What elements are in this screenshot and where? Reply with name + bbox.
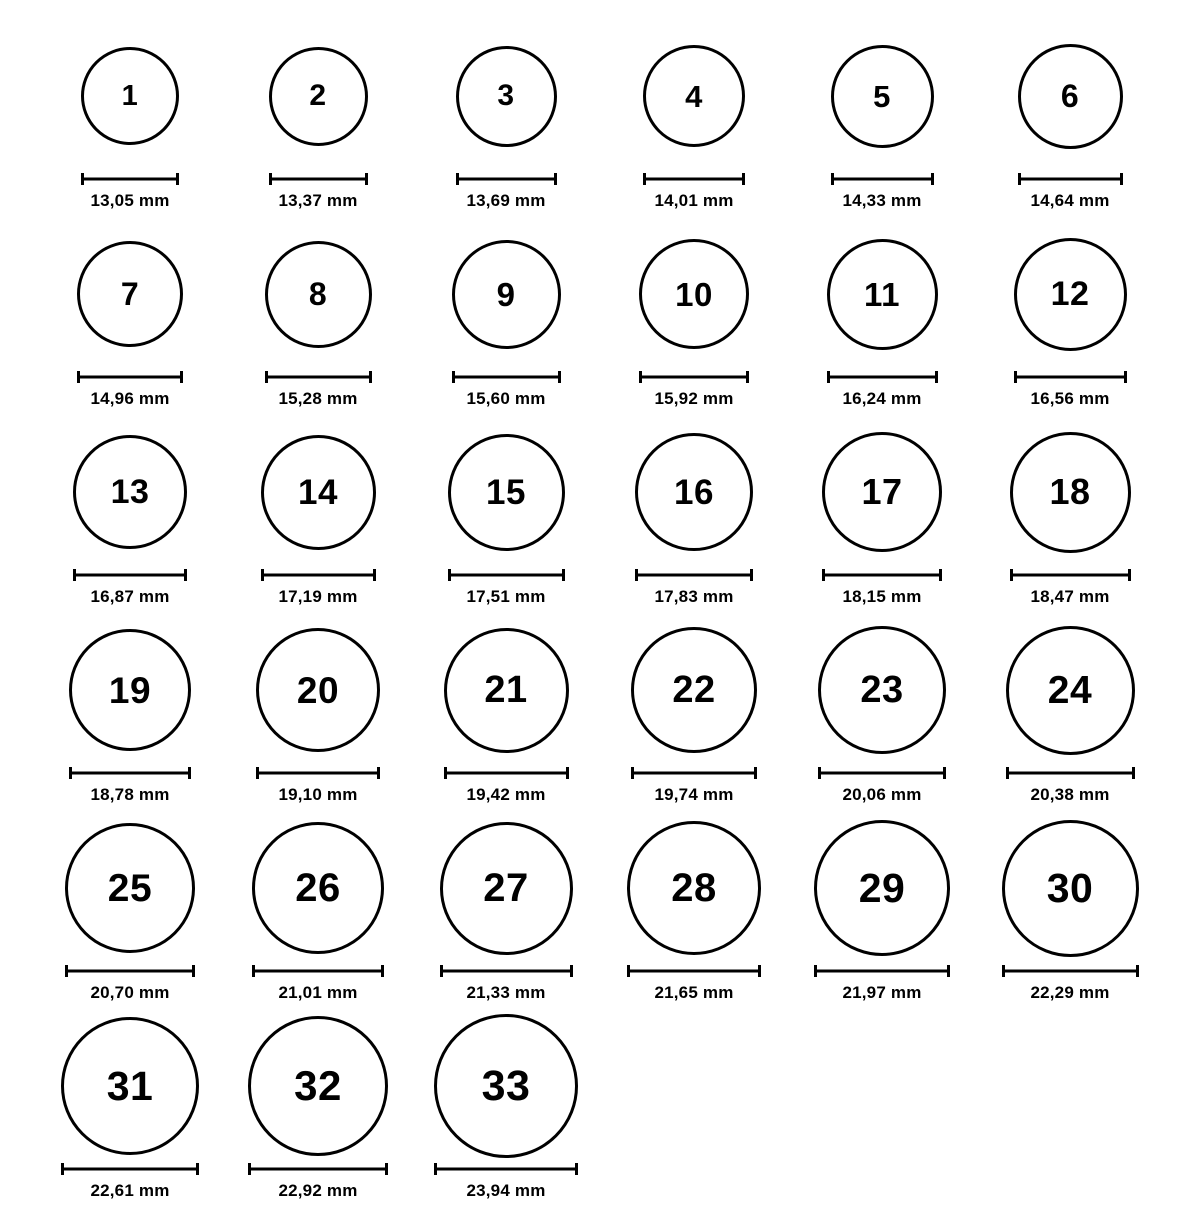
- diameter-label: 18,47 mm: [1030, 587, 1110, 606]
- measure-caliper-icon: [61, 1163, 199, 1175]
- ring-size-number: 7: [120, 276, 140, 312]
- diameter-label: 20,70 mm: [90, 983, 170, 1002]
- ring-size-cell: [788, 814, 976, 1012]
- ring-circle-wrap: [1002, 814, 1139, 962]
- diameter-measure-bar: [444, 766, 569, 780]
- ring-size-number: 13: [110, 473, 150, 511]
- ring-size-cell: [36, 22, 224, 220]
- ring-size-number: 18: [1049, 471, 1091, 512]
- ring-size-number: 4: [685, 78, 703, 114]
- diameter-measure-bar: [77, 370, 183, 384]
- diameter-measure-bar: [631, 766, 757, 780]
- ring-circle-wrap: [822, 418, 942, 566]
- ring-size-number: 14: [298, 472, 338, 512]
- ring-size-cell: [224, 220, 412, 418]
- ring-circle-icon: [265, 241, 372, 348]
- ring-circle-icon: [448, 434, 565, 551]
- ring-size-number: 10: [675, 275, 713, 313]
- diameter-measure-bar: [448, 568, 565, 582]
- ring-size-number: 26: [295, 866, 341, 910]
- diameter-label: 19,10 mm: [278, 785, 358, 804]
- diameter-measure-bar: [635, 568, 753, 582]
- ring-circle-icon: [1006, 626, 1135, 755]
- ring-size-cell: [412, 220, 600, 418]
- ring-size-number: 22: [672, 669, 716, 711]
- diameter-measure-bar: [261, 568, 376, 582]
- diameter-label: 16,24 mm: [842, 389, 922, 408]
- measure-caliper-icon: [827, 371, 938, 383]
- measure-caliper-icon: [81, 173, 179, 185]
- ring-size-number: 17: [861, 471, 903, 512]
- ring-circle-wrap: [444, 616, 569, 764]
- ring-size-cell: [224, 22, 412, 220]
- ring-circle-icon: [261, 435, 376, 550]
- diameter-measure-bar: [252, 964, 384, 978]
- diameter-measure-bar: [1002, 964, 1139, 978]
- measure-caliper-icon: [631, 767, 757, 779]
- measure-caliper-icon: [265, 371, 372, 383]
- diameter-label: 17,51 mm: [466, 587, 546, 606]
- ring-circle-wrap: [814, 814, 950, 962]
- diameter-measure-bar: [265, 370, 372, 384]
- ring-size-cell: [976, 220, 1164, 418]
- ring-circle-wrap: [81, 22, 179, 170]
- ring-circle-icon: [639, 239, 749, 349]
- ring-size-cell: [412, 22, 600, 220]
- diameter-label: 20,38 mm: [1030, 785, 1110, 804]
- diameter-label: 14,33 mm: [842, 191, 922, 210]
- ring-circle-wrap: [1010, 418, 1131, 566]
- ring-size-number: 8: [308, 276, 328, 312]
- ring-size-number: 24: [1047, 668, 1093, 712]
- ring-size-cell: [36, 1012, 224, 1210]
- ring-size-cell: [36, 418, 224, 616]
- ring-circle-icon: [77, 241, 183, 347]
- ring-size-cell: [976, 418, 1164, 616]
- ring-circle-icon: [643, 45, 745, 147]
- ring-size-cell: [412, 616, 600, 814]
- ring-size-number: 27: [483, 866, 529, 910]
- diameter-measure-bar: [1014, 370, 1127, 384]
- measure-caliper-icon: [452, 371, 561, 383]
- measure-caliper-icon: [256, 767, 380, 779]
- diameter-label: 14,96 mm: [90, 389, 170, 408]
- measure-caliper-icon: [73, 569, 187, 581]
- ring-size-cell: [600, 220, 788, 418]
- diameter-measure-bar: [440, 964, 573, 978]
- ring-circle-icon: [65, 823, 195, 953]
- ring-size-number: 31: [106, 1062, 154, 1109]
- ring-size-number: 3: [497, 79, 515, 112]
- diameter-measure-bar: [814, 964, 950, 978]
- ring-circle-icon: [81, 47, 179, 145]
- ring-circle-icon: [1018, 44, 1123, 149]
- ring-size-number: 32: [294, 1062, 342, 1109]
- ring-circle-wrap: [1018, 22, 1123, 170]
- diameter-measure-bar: [256, 766, 380, 780]
- ring-size-cell: [600, 418, 788, 616]
- ring-size-cell: [412, 814, 600, 1012]
- ring-size-number: 29: [858, 864, 906, 911]
- ring-circle-wrap: [256, 616, 380, 764]
- diameter-measure-bar: [269, 172, 368, 186]
- ring-size-number: 33: [481, 1061, 531, 1110]
- ring-circle-icon: [269, 47, 368, 146]
- ring-circle-wrap: [265, 220, 372, 368]
- ring-size-cell: [224, 616, 412, 814]
- ring-circle-icon: [627, 821, 761, 955]
- diameter-label: 23,94 mm: [466, 1181, 546, 1200]
- measure-caliper-icon: [456, 173, 557, 185]
- measure-caliper-icon: [65, 965, 195, 977]
- ring-circle-wrap: [831, 22, 934, 170]
- ring-circle-icon: [434, 1014, 578, 1158]
- ring-circle-wrap: [440, 814, 573, 962]
- ring-circle-wrap: [635, 418, 753, 566]
- diameter-measure-bar: [61, 1162, 199, 1176]
- measure-caliper-icon: [1002, 965, 1139, 977]
- measure-caliper-icon: [1018, 173, 1123, 185]
- ring-circle-wrap: [248, 1012, 388, 1160]
- measure-caliper-icon: [269, 173, 368, 185]
- diameter-label: 18,15 mm: [842, 587, 922, 606]
- ring-circle-icon: [635, 433, 753, 551]
- ring-circle-wrap: [639, 220, 749, 368]
- ring-size-number: 5: [873, 78, 891, 114]
- ring-circle-icon: [827, 239, 938, 350]
- ring-size-cell: [788, 220, 976, 418]
- ring-size-cell: [224, 1012, 412, 1210]
- diameter-label: 20,06 mm: [842, 785, 922, 804]
- ring-circle-wrap: [269, 22, 368, 170]
- ring-size-cell: [600, 814, 788, 1012]
- diameter-measure-bar: [1010, 568, 1131, 582]
- ring-circle-wrap: [73, 418, 187, 566]
- ring-size-cell: [600, 616, 788, 814]
- measure-caliper-icon: [448, 569, 565, 581]
- diameter-measure-bar: [822, 568, 942, 582]
- ring-circle-wrap: [1014, 220, 1127, 368]
- diameter-measure-bar: [639, 370, 749, 384]
- ring-size-number: 19: [108, 669, 152, 711]
- ring-size-cell: [36, 814, 224, 1012]
- ring-circle-icon: [61, 1017, 199, 1155]
- diameter-label: 14,64 mm: [1030, 191, 1110, 210]
- diameter-measure-bar: [452, 370, 561, 384]
- diameter-label: 18,78 mm: [90, 785, 170, 804]
- ring-circle-wrap: [643, 22, 745, 170]
- measure-caliper-icon: [248, 1163, 388, 1175]
- ring-size-number: 28: [671, 866, 717, 910]
- ring-circle-wrap: [456, 22, 557, 170]
- measure-caliper-icon: [627, 965, 761, 977]
- ring-size-cell: [788, 616, 976, 814]
- ring-size-number: 11: [864, 275, 900, 313]
- ring-size-cell: [976, 22, 1164, 220]
- diameter-measure-bar: [1018, 172, 1123, 186]
- diameter-label: 17,19 mm: [278, 587, 358, 606]
- measure-caliper-icon: [818, 767, 946, 779]
- diameter-label: 15,28 mm: [278, 389, 358, 408]
- ring-circle-icon: [818, 626, 946, 754]
- diameter-label: 15,92 mm: [654, 389, 734, 408]
- diameter-measure-bar: [831, 172, 934, 186]
- diameter-label: 14,01 mm: [654, 191, 734, 210]
- ring-size-number: 23: [860, 669, 904, 711]
- ring-size-cell: [976, 616, 1164, 814]
- ring-size-number: 30: [1046, 864, 1094, 911]
- measure-caliper-icon: [444, 767, 569, 779]
- measure-caliper-icon: [1010, 569, 1131, 581]
- ring-size-number: 12: [1050, 275, 1090, 313]
- ring-size-grid: [0, 22, 1200, 1210]
- ring-circle-icon: [631, 627, 757, 753]
- diameter-label: 22,92 mm: [278, 1181, 358, 1200]
- ring-size-number: 6: [1060, 78, 1080, 114]
- ring-circle-icon: [69, 629, 191, 751]
- ring-circle-wrap: [252, 814, 384, 962]
- ring-circle-wrap: [434, 1012, 578, 1160]
- ring-size-cell: [224, 814, 412, 1012]
- ring-circle-icon: [252, 822, 384, 954]
- measure-caliper-icon: [261, 569, 376, 581]
- diameter-label: 19,74 mm: [654, 785, 734, 804]
- ring-size-number: 9: [496, 275, 516, 313]
- measure-caliper-icon: [1006, 767, 1135, 779]
- measure-caliper-icon: [822, 569, 942, 581]
- ring-size-number: 2: [309, 79, 327, 112]
- ring-size-cell: [788, 418, 976, 616]
- diameter-label: 16,87 mm: [90, 587, 170, 606]
- ring-size-cell: [412, 418, 600, 616]
- ring-circle-wrap: [261, 418, 376, 566]
- ring-circle-icon: [822, 432, 942, 552]
- ring-circle-wrap: [452, 220, 561, 368]
- diameter-measure-bar: [643, 172, 745, 186]
- ring-circle-icon: [248, 1016, 388, 1156]
- diameter-measure-bar: [827, 370, 938, 384]
- diameter-label: 21,65 mm: [654, 983, 734, 1002]
- diameter-label: 21,97 mm: [842, 983, 922, 1002]
- ring-circle-wrap: [77, 220, 183, 368]
- diameter-measure-bar: [434, 1162, 578, 1176]
- ring-circle-icon: [814, 820, 950, 956]
- ring-size-cell: [976, 814, 1164, 1012]
- ring-circle-wrap: [818, 616, 946, 764]
- diameter-measure-bar: [65, 964, 195, 978]
- ring-circle-wrap: [827, 220, 938, 368]
- ring-size-cell: [36, 616, 224, 814]
- ring-circle-icon: [73, 435, 187, 549]
- ring-circle-wrap: [61, 1012, 199, 1160]
- measure-caliper-icon: [814, 965, 950, 977]
- ring-circle-icon: [1014, 238, 1127, 351]
- ring-circle-icon: [1002, 820, 1139, 957]
- ring-size-cell: [224, 418, 412, 616]
- ring-size-number: 15: [486, 472, 526, 512]
- ring-circle-icon: [1010, 432, 1131, 553]
- ring-circle-wrap: [1006, 616, 1135, 764]
- diameter-label: 15,60 mm: [466, 389, 546, 408]
- measure-caliper-icon: [639, 371, 749, 383]
- ring-circle-icon: [444, 628, 569, 753]
- measure-caliper-icon: [434, 1163, 578, 1175]
- diameter-measure-bar: [818, 766, 946, 780]
- diameter-label: 13,37 mm: [278, 191, 358, 210]
- diameter-label: 21,01 mm: [278, 983, 358, 1002]
- diameter-measure-bar: [1006, 766, 1135, 780]
- diameter-label: 17,83 mm: [654, 587, 734, 606]
- diameter-measure-bar: [627, 964, 761, 978]
- measure-caliper-icon: [1014, 371, 1127, 383]
- measure-caliper-icon: [440, 965, 573, 977]
- diameter-measure-bar: [73, 568, 187, 582]
- ring-circle-wrap: [65, 814, 195, 962]
- ring-size-cell: [36, 220, 224, 418]
- ring-circle-icon: [440, 822, 573, 955]
- diameter-measure-bar: [248, 1162, 388, 1176]
- ring-circle-wrap: [448, 418, 565, 566]
- diameter-label: 22,29 mm: [1030, 983, 1110, 1002]
- diameter-label: 19,42 mm: [466, 785, 546, 804]
- ring-circle-wrap: [627, 814, 761, 962]
- diameter-label: 13,05 mm: [90, 191, 170, 210]
- ring-size-cell: [600, 22, 788, 220]
- measure-caliper-icon: [831, 173, 934, 185]
- ring-circle-icon: [831, 45, 934, 148]
- ring-circle-wrap: [69, 616, 191, 764]
- measure-caliper-icon: [77, 371, 183, 383]
- ring-circle-icon: [456, 46, 557, 147]
- diameter-measure-bar: [456, 172, 557, 186]
- ring-circle-wrap: [631, 616, 757, 764]
- measure-caliper-icon: [643, 173, 745, 185]
- ring-size-number: 20: [296, 669, 340, 711]
- diameter-label: 16,56 mm: [1030, 389, 1110, 408]
- ring-size-number: 16: [674, 472, 714, 512]
- diameter-measure-bar: [81, 172, 179, 186]
- diameter-label: 13,69 mm: [466, 191, 546, 210]
- measure-caliper-icon: [252, 965, 384, 977]
- ring-size-number: 1: [121, 79, 139, 112]
- ring-size-cell: [788, 22, 976, 220]
- diameter-measure-bar: [69, 766, 191, 780]
- diameter-label: 21,33 mm: [466, 983, 546, 1002]
- ring-size-number: 25: [107, 866, 153, 910]
- ring-size-number: 21: [484, 669, 528, 711]
- measure-caliper-icon: [69, 767, 191, 779]
- ring-size-cell: [412, 1012, 600, 1210]
- ring-circle-icon: [256, 628, 380, 752]
- measure-caliper-icon: [635, 569, 753, 581]
- diameter-label: 22,61 mm: [90, 1181, 170, 1200]
- ring-circle-icon: [452, 240, 561, 349]
